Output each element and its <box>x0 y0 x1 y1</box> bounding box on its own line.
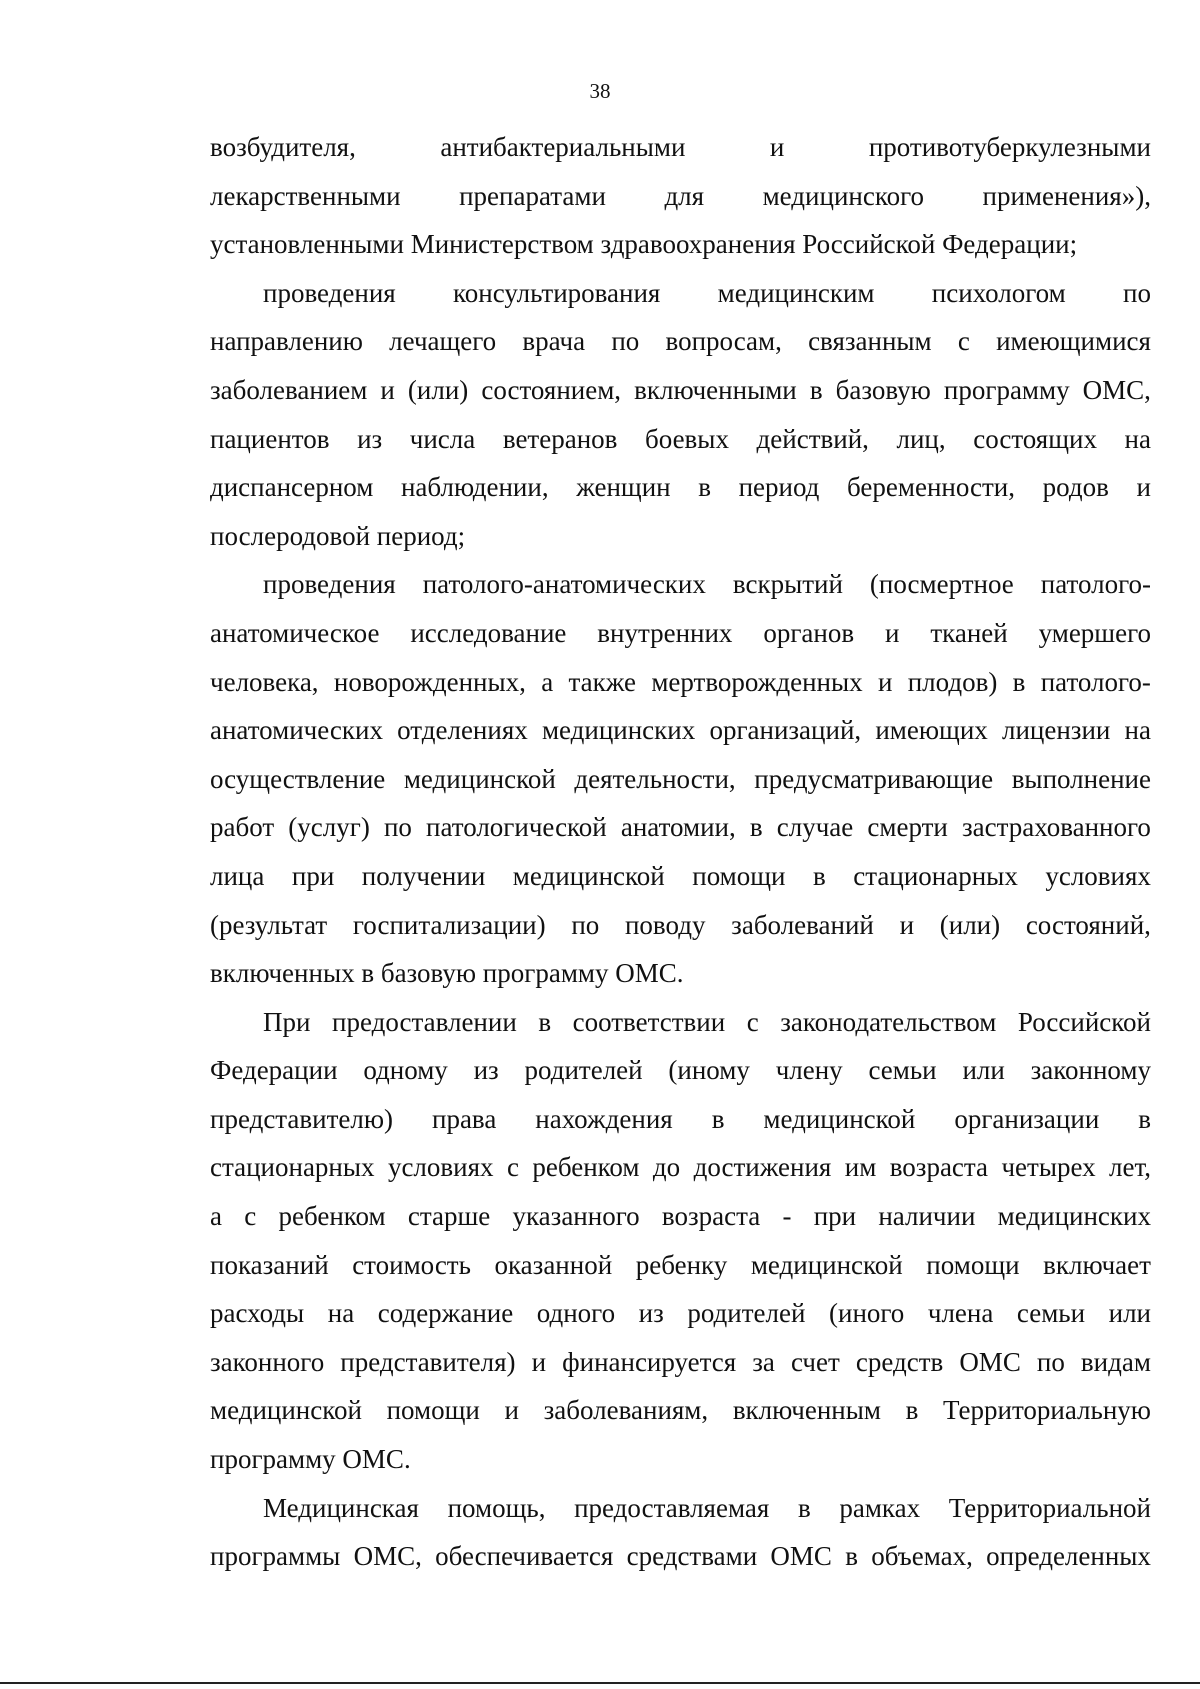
line-text: в <box>809 374 823 405</box>
line-text: смерти <box>867 812 948 843</box>
line-text: родителей <box>524 1055 643 1086</box>
line-text: заболеваниям, <box>543 1395 709 1426</box>
line-text: (результат <box>210 909 328 940</box>
line-text: деятельности, <box>574 763 736 794</box>
line-text: беременности, <box>847 472 1016 503</box>
line-text: программу <box>943 374 1070 405</box>
line-text: включенных в базовую программу ОМС. <box>210 958 684 989</box>
line-text: организаций, <box>709 715 862 746</box>
text-line <box>210 755 1151 804</box>
text-line <box>210 706 1151 755</box>
line-text: лекарственными <box>210 180 401 211</box>
line-text: противотуберкулезными <box>868 132 1151 162</box>
line-text: включенным <box>732 1395 881 1426</box>
line-text: состоящих <box>973 423 1097 454</box>
line-text: (услуг) <box>288 812 370 843</box>
line-text: средств <box>855 1346 944 1377</box>
line-text: новорожденных, <box>333 666 526 697</box>
text-line <box>210 1532 1151 1581</box>
line-text: в <box>698 472 711 503</box>
line-text: Федерации <box>210 1055 338 1086</box>
line-text: медицинским <box>717 277 875 308</box>
text-line <box>210 512 1151 561</box>
line-text: направлению <box>210 326 363 357</box>
line-text: на <box>1124 715 1151 746</box>
line-text: Российской <box>1017 1006 1151 1037</box>
line-text: семьи <box>1016 1298 1086 1329</box>
line-text: нахождения <box>535 1103 673 1134</box>
line-text: (иного <box>829 1298 905 1329</box>
line-text: медицинской <box>750 1249 903 1280</box>
line-text: родителей <box>687 1298 806 1329</box>
line-text: (иному <box>668 1055 750 1086</box>
line-text: базовую <box>835 374 931 405</box>
line-text: и <box>380 374 395 405</box>
line-text: вскрытий <box>732 569 843 600</box>
line-text: или <box>962 1055 1005 1086</box>
line-text: установленными Министерством здравоохранения Российской Федерации; <box>210 229 1078 260</box>
line-text: помощи <box>926 1249 1020 1280</box>
line-text: случае <box>776 812 854 843</box>
line-text: из <box>638 1298 664 1329</box>
line-text: и <box>769 132 785 162</box>
line-text: возбудителя, <box>210 132 356 162</box>
line-text: в <box>711 1103 725 1134</box>
line-text: по <box>1036 1346 1065 1377</box>
text-line <box>210 366 1151 415</box>
line-text: анатомическое <box>210 617 380 648</box>
line-text: объемах, <box>871 1541 973 1572</box>
line-text: медицинской <box>512 860 665 891</box>
line-text: с <box>506 1152 519 1183</box>
line-text: по <box>1123 277 1151 308</box>
line-text: госпитализации) <box>352 909 546 940</box>
line-text: застрахованного <box>961 812 1151 843</box>
line-text: период <box>738 472 820 503</box>
line-text: мертворожденных <box>651 666 863 697</box>
line-text: законному <box>1030 1055 1151 1086</box>
line-text: органов <box>763 617 855 648</box>
line-text: медицинского <box>762 180 924 211</box>
line-text: лицензии <box>1001 715 1111 746</box>
line-text: анатомических <box>210 715 383 746</box>
line-text: предусматривающие <box>754 763 994 794</box>
line-text: человека, <box>210 666 319 697</box>
text-line <box>210 172 1151 221</box>
line-text: законодательством <box>780 1006 997 1037</box>
document-body <box>210 123 1151 1581</box>
line-text: рамках <box>839 1492 921 1523</box>
line-text: а <box>541 666 554 697</box>
line-text: Территориальную <box>943 1395 1151 1426</box>
text-line <box>210 852 1151 901</box>
line-text: при <box>291 860 335 891</box>
line-text: наблюдении, <box>400 472 549 503</box>
line-text: счет <box>790 1346 840 1377</box>
text-line <box>210 1192 1151 1241</box>
line-text: внутренних <box>597 617 733 648</box>
line-text: обеспечивается <box>435 1541 614 1572</box>
line-text: и <box>504 1395 519 1426</box>
line-text: ОМС, <box>353 1541 422 1572</box>
line-text: расходы <box>210 1298 305 1329</box>
line-text: из <box>357 423 383 454</box>
line-text: консультирования <box>453 277 661 308</box>
line-text: патолого- <box>1040 666 1151 697</box>
text-line <box>210 998 1151 1047</box>
line-text: выполнение <box>1011 763 1151 794</box>
line-text: психологом <box>931 277 1066 308</box>
line-text: патолого-анатомических <box>422 569 706 600</box>
line-text: связанным <box>808 326 932 357</box>
text-line <box>210 560 1151 609</box>
text-line <box>210 609 1151 658</box>
line-text: (посмертное <box>869 569 1014 600</box>
line-text: (или) <box>407 374 469 405</box>
line-text: а <box>210 1201 222 1232</box>
line-text: за <box>752 1346 775 1377</box>
line-text: тканей <box>930 617 1008 648</box>
line-text: и <box>877 666 893 697</box>
line-text: послеродовой период; <box>210 520 466 551</box>
line-text: и <box>531 1346 547 1377</box>
line-text: Медицинская <box>263 1492 419 1523</box>
line-text: достижения <box>693 1152 832 1183</box>
line-text: до <box>652 1152 681 1183</box>
line-text: стоимость <box>352 1249 471 1280</box>
line-text: - <box>782 1201 792 1232</box>
line-text: видам <box>1080 1346 1151 1377</box>
line-text: помощи <box>692 860 786 891</box>
line-text: показаний <box>210 1249 329 1280</box>
line-text: с <box>746 1006 759 1037</box>
line-text: имеющих <box>875 715 988 746</box>
line-text: медицинской <box>763 1103 916 1134</box>
line-text: При <box>263 1006 311 1037</box>
text-line <box>210 123 1151 172</box>
line-text: наличии <box>878 1201 976 1232</box>
line-text: в <box>845 1541 858 1572</box>
line-text: также <box>568 666 637 697</box>
line-text: состояний, <box>1025 909 1151 940</box>
line-text: в <box>1138 1103 1151 1134</box>
line-text: помощь, <box>447 1492 546 1523</box>
line-text: поводу <box>624 909 706 940</box>
line-text: медицинских <box>997 1201 1151 1232</box>
line-text: представителя) <box>340 1346 516 1377</box>
line-text: законного <box>210 1346 325 1377</box>
line-text: плодов) <box>907 666 998 697</box>
line-text: патологической <box>426 812 607 843</box>
line-text: при <box>813 1201 857 1232</box>
text-line <box>210 1241 1151 1290</box>
line-text: работ <box>210 812 275 843</box>
line-text: в <box>749 812 763 843</box>
line-text: или <box>1108 1298 1151 1329</box>
line-text: ребенком <box>278 1201 386 1232</box>
line-text: члену <box>775 1055 843 1086</box>
line-text: медицинской <box>210 1395 362 1426</box>
line-text: и <box>884 617 900 648</box>
line-text: родов <box>1042 472 1109 503</box>
line-text: ребенку <box>635 1249 728 1280</box>
line-text: в <box>538 1006 552 1037</box>
line-text: на <box>327 1298 355 1329</box>
line-text: отделениях <box>397 715 528 746</box>
line-text: по <box>571 909 600 940</box>
text-line <box>210 1143 1151 1192</box>
line-text: возраста <box>661 1201 761 1232</box>
line-text: стационарных <box>853 860 1018 891</box>
line-text: ОМС <box>770 1541 832 1572</box>
line-text: антибактериальными <box>440 132 686 162</box>
line-text: для <box>664 180 705 211</box>
line-text: Территориальной <box>948 1492 1151 1523</box>
text-line <box>210 415 1151 464</box>
text-line <box>210 803 1151 852</box>
line-text: медицинских <box>541 715 696 746</box>
line-text: лечащего <box>389 326 497 357</box>
text-line <box>210 317 1151 366</box>
line-text: действий, <box>756 423 869 454</box>
line-text: (или) <box>939 909 1001 940</box>
line-text: соответствии <box>572 1006 726 1037</box>
line-text: в <box>797 1492 811 1523</box>
line-text: проведения <box>263 569 396 600</box>
text-line <box>210 1484 1151 1533</box>
line-text: в <box>905 1395 919 1426</box>
line-text: исследование <box>410 617 567 648</box>
line-text: имеющимися <box>996 326 1151 357</box>
line-text: пациентов <box>210 423 330 454</box>
line-text: семьи <box>868 1055 937 1086</box>
text-line <box>210 220 1151 269</box>
line-text: на <box>1124 423 1151 454</box>
line-text: и <box>899 909 915 940</box>
line-text: средствами <box>626 1541 758 1572</box>
line-text: одному <box>363 1055 448 1086</box>
line-text: условиях <box>1045 860 1151 891</box>
text-line <box>210 1095 1151 1144</box>
line-text: по <box>611 326 640 357</box>
line-text: оказанной <box>494 1249 613 1280</box>
line-text: условиях <box>387 1152 494 1183</box>
line-text: состоянием, <box>481 374 622 405</box>
text-line <box>210 1338 1151 1387</box>
line-text: члена <box>927 1298 994 1329</box>
line-text: и <box>1136 472 1151 503</box>
line-text: предоставляемая <box>574 1492 770 1523</box>
line-text: стационарных <box>210 1152 375 1183</box>
line-text: патолого- <box>1040 569 1151 600</box>
line-text: лица <box>210 860 265 891</box>
line-text: одного <box>536 1298 616 1329</box>
line-text: заболеванием <box>210 374 368 405</box>
line-text: четырех <box>1001 1152 1096 1183</box>
line-text: в <box>1012 666 1026 697</box>
line-text: с <box>957 326 970 357</box>
line-text: применения»), <box>982 180 1151 211</box>
line-text: возраста <box>889 1152 989 1183</box>
line-text: лет, <box>1109 1152 1151 1183</box>
line-text: числа <box>409 423 476 454</box>
text-line <box>210 658 1151 707</box>
line-text: ребенком <box>532 1152 640 1183</box>
text-line <box>210 901 1151 950</box>
line-text: им <box>844 1152 877 1183</box>
line-text: права <box>432 1103 497 1134</box>
line-text: старше <box>407 1201 491 1232</box>
line-text: содержание <box>377 1298 514 1329</box>
line-text: представителю) <box>210 1103 394 1134</box>
text-line <box>210 269 1151 318</box>
line-text: по <box>383 812 412 843</box>
line-text: из <box>473 1055 499 1086</box>
line-text: в <box>813 860 826 891</box>
line-text: ОМС, <box>1082 374 1151 405</box>
line-text: организации <box>954 1103 1100 1134</box>
line-text: анатомии, <box>620 812 736 843</box>
text-line <box>210 949 1151 998</box>
line-text: диспансерном <box>210 472 374 503</box>
text-line <box>210 1289 1151 1338</box>
line-text: препаратами <box>459 180 606 211</box>
line-text: определенных <box>986 1541 1151 1572</box>
line-text: вопросам, <box>665 326 782 357</box>
line-text: с <box>244 1201 257 1232</box>
line-text: врача <box>522 326 586 357</box>
line-text: умершего <box>1038 617 1151 648</box>
line-text: проведения <box>263 277 396 308</box>
line-text: лиц, <box>896 423 946 454</box>
line-text: медицинской <box>403 763 556 794</box>
line-text: заболеваний <box>731 909 874 940</box>
line-text: осуществление <box>210 763 386 794</box>
line-text: боевых <box>645 423 729 454</box>
line-text: программы <box>210 1541 341 1572</box>
line-text: финансируется <box>562 1346 737 1377</box>
line-text: предоставлении <box>332 1006 517 1037</box>
line-text: получении <box>361 860 486 891</box>
line-text: включенными <box>634 374 797 405</box>
page-bottom-rule <box>0 1682 1200 1684</box>
text-line <box>210 1435 1151 1484</box>
line-text: программу ОМС. <box>210 1444 411 1475</box>
line-text: помощи <box>386 1395 480 1426</box>
text-line <box>210 1046 1151 1095</box>
line-text: ОМС <box>959 1346 1021 1377</box>
line-text: включает <box>1043 1249 1151 1280</box>
text-line <box>210 463 1151 512</box>
page-number: 38 <box>589 79 611 103</box>
text-line <box>210 1386 1151 1435</box>
line-text: ветеранов <box>502 423 618 454</box>
line-text: указанного <box>512 1201 640 1232</box>
line-text: женщин <box>576 472 671 503</box>
